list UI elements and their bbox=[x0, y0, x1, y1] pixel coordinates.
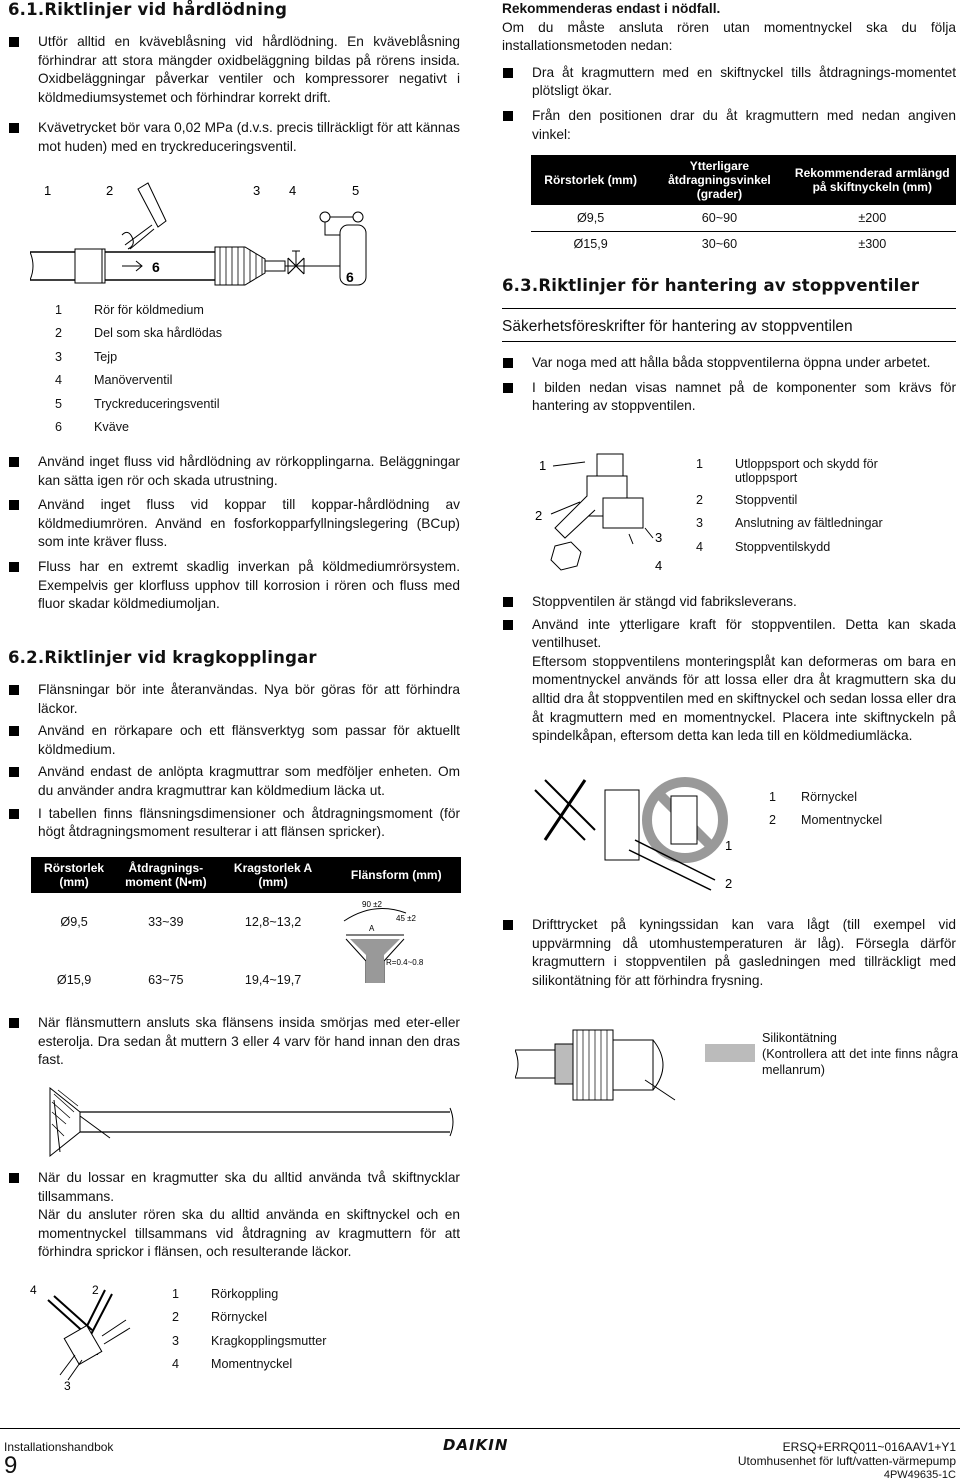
angle-table bbox=[531, 155, 956, 257]
footer-divider bbox=[0, 1428, 960, 1429]
bullet-silicone-seal: Drifttrycket på kyningssidan kan vara lågt (till exempel vid uppvärmning då utomhustemperaturen är låg). Försegla därför kragmuttern i stoppventilen på gasledningen med tillräckligt med silikontätning för att förhindra frysning. bbox=[502, 916, 956, 990]
divider bbox=[502, 341, 956, 342]
svg-text:2: 2 bbox=[535, 508, 543, 523]
svg-text:A: A bbox=[369, 924, 375, 933]
fig-label-3: 3 bbox=[253, 183, 261, 198]
table-row: Ø15,9 63~75 19,4~19,7 bbox=[56, 973, 302, 987]
svg-text:3: 3 bbox=[64, 1379, 71, 1393]
svg-text:2: 2 bbox=[725, 876, 733, 891]
safety-subtitle: Säkerhetsföreskrifter för hantering av stoppventilen bbox=[502, 318, 853, 335]
table-row: Ø9,5 60~90 ±200 bbox=[576, 210, 887, 225]
svg-text:45 ±2: 45 ±2 bbox=[396, 914, 417, 923]
svg-text:90 ±2: 90 ±2 bbox=[362, 900, 383, 909]
svg-text:6: 6 bbox=[346, 269, 354, 285]
col-header-flare-size: Kragstorlek A (mm) bbox=[215, 857, 332, 893]
bullet-flare-nuts: Använd endast de anlöpta kragmuttrar som medföljer enheten. Om du använder andra kragmuttrar kan köldmedium läcka ut. bbox=[8, 763, 460, 800]
bullet-nitrogen-blow: Utför alltid en kväveblåsning vid hårdlödning. En kväveblåsning förhindrar att stora mängder oxidbeläggning bildas på rörens insida. Oxidbeläggningar påverkar ventiler och kompressorer negativt i köldmediumsystemet och förhindrar korrekt drift. bbox=[8, 33, 460, 107]
bullet-no-flux: Använd inget fluss vid hårdlödning av rörkopplingarna. Beläggningar kan sätta igen rör och skada utrustning. bbox=[8, 453, 460, 490]
col-header-arm-length: Rekommenderad armlängd på skiftnyckeln (mm) bbox=[789, 155, 956, 205]
bullet-two-wrenches: När du lossar en kragmutter ska du alltid använda två skiftnycklar tillsammans. bbox=[8, 1169, 460, 1206]
para-mounting-plate: Eftersom stoppventilens monteringsplåt kan deformeras om bara en momentnyckel används för att lossa eller dra åt kragmuttern ska du alltid dra åt stoppventilen med en skiftnyckel och sedan lossa eller dra åt kragmuttern med en momentnyckel. Placera inte skiftnyckeln på spindelkåpan, eftersom detta kan leda till en köldmediumläcka. bbox=[532, 653, 956, 744]
bullet-pipe-cutter: Använd en rörkapare och ett flänsverktyg som passar för aktuellt köldmedium. bbox=[8, 722, 460, 759]
page-number: 9 bbox=[4, 1452, 18, 1479]
flare-oil-figure bbox=[40, 1080, 460, 1170]
fig-label-4: 4 bbox=[289, 183, 297, 198]
section-6-2-heading: 6.2.Riktlinjer vid kragkopplingar bbox=[8, 648, 317, 667]
valve-wrench-legend: 1 Rörnyckel 2 Momentnyckel bbox=[769, 790, 883, 827]
section-6-3-heading: 6.3.Riktlinjer för hantering av stoppventiler bbox=[502, 276, 920, 295]
bullet-flare-table: I tabellen finns flänsningsdimensioner och åtdragningsmoment (för högt åtdragningsmoment resulterar i att flänsen spricker). bbox=[8, 805, 460, 842]
table-row: Ø15,9 30~60 ±300 bbox=[531, 231, 956, 257]
svg-text:R=0.4~0.8: R=0.4~0.8 bbox=[386, 958, 424, 967]
svg-text:1: 1 bbox=[725, 838, 733, 853]
bullet-tighten-wrench: Dra åt kragmuttern med en skiftnyckel tills åtdragnings-momentet plötsligt ökar. bbox=[502, 64, 956, 101]
brazing-legend: 1 Rör för köldmedium 2 Del som ska hårdlödas 3 Tejp 4 Manöverventil 5 Tryckreduceringsventil 6 Kväve bbox=[55, 303, 223, 434]
svg-text:6: 6 bbox=[152, 259, 160, 275]
stop-valve-figure bbox=[525, 448, 695, 578]
wrenches-legend: 1 Rörkoppling 2 Rörnyckel 3 Kragkopplingsmutter 4 Momentnyckel bbox=[172, 1287, 327, 1371]
section-6-1-heading: 6.1.Riktlinjer vid hårdlödning bbox=[8, 0, 288, 19]
col-header-flare-shape: Flänsform (mm) bbox=[332, 857, 461, 893]
brazing-torch bbox=[138, 183, 166, 227]
svg-text:1: 1 bbox=[539, 458, 547, 473]
svg-text:2: 2 bbox=[92, 1283, 99, 1297]
col-header-pipe-size: Rörstorlek (mm) bbox=[531, 155, 650, 205]
bullet-tighten-angle: Från den positionen drar du åt kragmuttern med nedan angiven vinkel: bbox=[502, 107, 956, 144]
svg-text:4: 4 bbox=[655, 558, 663, 573]
emergency-intro: Om du måste ansluta rören utan momentnyckel ska du följa installationsmetoden nedan: bbox=[502, 19, 956, 54]
col-header-angle: Ytterligare åtdragningsvinkel (grader) bbox=[650, 155, 788, 205]
stop-valve-legend: 1 Utloppsport och skydd för utloppsport 2 Stoppventil 3 Anslutning av fältledningar 4 Stoppventilskydd bbox=[696, 457, 883, 554]
bullet-valve-parts: I bilden nedan visas namnet på de komponenter som krävs för hantering av stoppventilen. bbox=[502, 379, 956, 416]
bullet-nitrogen-pressure: Kvävetrycket bör vara 0,02 MPa (d.v.s. precis tillräckligt för att kännas mot huden) med en tryckreduceringsventil. bbox=[8, 119, 460, 156]
silicone-legend: Silikontätning (Kontrollera att det inte finns några mellanrum) bbox=[762, 1031, 958, 1077]
bullet-oil: När flänsmuttern ansluts ska flänsens insida smörjas med eter-eller esterolja. Dra sedan åt muttern 3 eller 4 varv för hand innan den dras fast. bbox=[8, 1014, 460, 1070]
bullet-flux-harmful: Fluss har en extremt skadlig inverkan på köldmediumrörsystem. Exempelvis ger klorfluss upphov till korrosion i rören och fluss med fluor skadar köldmediumoljan. bbox=[8, 558, 460, 614]
brazed-joint bbox=[75, 249, 105, 283]
divider bbox=[502, 308, 956, 309]
bullet-flare-reuse: Flänsningar bör inte återanvändas. Nya bör göras för att förhindra läckor. bbox=[8, 681, 460, 718]
bullet-valve-closed: Stoppventilen är stängd vid fabriksleverans. bbox=[502, 593, 956, 612]
svg-text:3: 3 bbox=[655, 530, 663, 545]
flare-table bbox=[31, 857, 461, 1009]
taped-fitting bbox=[215, 247, 265, 285]
silicone-figure bbox=[515, 1010, 705, 1105]
fig-label-5: 5 bbox=[352, 183, 360, 198]
footer-manual-title: Installationshandbok bbox=[4, 1440, 114, 1454]
svg-text:4: 4 bbox=[30, 1283, 37, 1297]
silicone-legend-swatch bbox=[705, 1044, 755, 1062]
valve-wrench-figure bbox=[525, 770, 755, 900]
flare-shape-diagram bbox=[336, 893, 456, 988]
fig-label-1: 1 bbox=[44, 183, 52, 198]
col-header-pipe-size: Rörstorlek (mm) bbox=[31, 857, 117, 893]
bullet-valves-open: Var noga med att hålla båda stoppventilerna öppna under arbetet. bbox=[502, 354, 956, 373]
daikin-logo: DAIKIN bbox=[443, 1436, 509, 1454]
footer-model-info: ERSQ+ERRQ011~016AAV1+Y1 Utomhusenhet för luft/vatten-värmepump 4PW49635-1C bbox=[737, 1440, 956, 1481]
bullet-no-extra-force: Använd inte ytterligare kraft för stoppventilen. Detta kan skada ventilhuset. bbox=[502, 616, 956, 653]
wrenches-figure bbox=[30, 1280, 140, 1395]
bullet-no-flux-copper: Använd inget fluss vid koppar till koppar-hårdlödning av köldmediumrören. Använd en fosforkopparfyllningslegering (BCup) som inte kräver fluss. bbox=[8, 496, 460, 552]
emergency-note: Rekommenderas endast i nödfall. bbox=[502, 1, 721, 16]
fig-label-2: 2 bbox=[106, 183, 114, 198]
para-torque-wrench: När du ansluter rören ska du alltid använda en skiftnyckel och en momentnyckel tillsammans vid åtdragning av kragmuttern för att förhindra sprickor i flänsen, och resulterande läckor. bbox=[38, 1207, 460, 1260]
table-row: Ø9,5 33~39 12,8~13,2 90 ±2 45 ±2 A R=0.4~0.8 bbox=[31, 893, 461, 951]
col-header-torque: Åtdragnings-moment (N•m) bbox=[117, 857, 214, 893]
brazing-figure bbox=[30, 175, 380, 295]
